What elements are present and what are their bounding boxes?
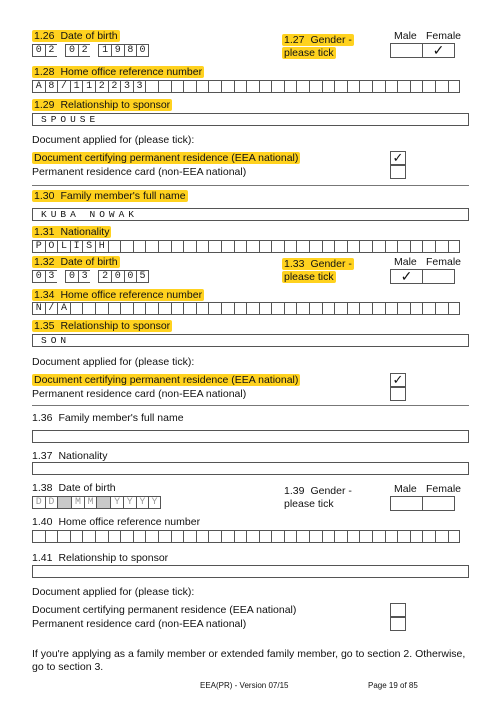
char-cell[interactable] bbox=[397, 530, 410, 543]
name-label-1-30: 1.30 Family member's full name bbox=[34, 190, 186, 202]
char-cell[interactable] bbox=[347, 80, 360, 93]
male-tickbox[interactable]: ✓ bbox=[390, 269, 423, 284]
char-cell[interactable] bbox=[171, 530, 184, 543]
doc-opt1-label-1: Document certifying permanent residence (EEA national) bbox=[34, 152, 299, 164]
char-cell[interactable]: A bbox=[32, 80, 45, 93]
char-cell[interactable] bbox=[120, 240, 133, 253]
nat-label-1-37: 1.37 Nationality bbox=[32, 450, 108, 462]
doc-opt2-tickbox-1[interactable] bbox=[390, 165, 406, 179]
char-cell[interactable] bbox=[448, 80, 461, 93]
char-cell[interactable] bbox=[385, 240, 398, 253]
char-cell[interactable]: 8 bbox=[45, 80, 58, 93]
char-cell[interactable] bbox=[183, 80, 196, 93]
char-cell[interactable] bbox=[183, 302, 196, 315]
char-cell[interactable]: L bbox=[57, 240, 70, 253]
dob-field-1-32[interactable]: 0 3 0 3 2 0 0 5 bbox=[32, 270, 149, 283]
char-cell[interactable] bbox=[208, 80, 221, 93]
char-cell[interactable] bbox=[385, 80, 398, 93]
char-cell[interactable] bbox=[309, 530, 322, 543]
char-cell[interactable] bbox=[435, 530, 448, 543]
char-cell[interactable] bbox=[334, 80, 347, 93]
char-cell[interactable] bbox=[372, 530, 385, 543]
doc-opt2-label-3: Permanent residence card (non-EEA national) bbox=[32, 618, 247, 630]
char-cell[interactable] bbox=[171, 240, 184, 253]
char-cell[interactable] bbox=[82, 530, 95, 543]
char-cell[interactable]: 2 bbox=[95, 80, 108, 93]
rel-field-1-35[interactable]: SON bbox=[32, 334, 469, 347]
char-cell[interactable] bbox=[221, 302, 234, 315]
doc-opt1-label-2: Document certifying permanent residence (EEA national) bbox=[34, 374, 299, 386]
char-cell[interactable] bbox=[372, 80, 385, 93]
char-cell[interactable] bbox=[82, 302, 95, 315]
char-cell[interactable] bbox=[171, 80, 184, 93]
char-cell[interactable] bbox=[70, 302, 83, 315]
char-cell[interactable] bbox=[158, 80, 171, 93]
doc-opt1-tickbox-1[interactable]: ✓ bbox=[390, 151, 406, 165]
char-cell[interactable] bbox=[347, 240, 360, 253]
char-cell[interactable] bbox=[95, 302, 108, 315]
char-cell[interactable] bbox=[145, 80, 158, 93]
name-label-1-36: 1.36 Family member's full name bbox=[32, 412, 184, 424]
doc-heading-1: Document applied for (please tick): bbox=[32, 134, 195, 146]
char-cell[interactable] bbox=[234, 530, 247, 543]
ref-field-1-28[interactable] bbox=[32, 80, 460, 93]
ref-field-1-34[interactable] bbox=[32, 302, 460, 315]
char-cell[interactable] bbox=[271, 302, 284, 315]
ref-field-1-40[interactable] bbox=[32, 530, 460, 543]
char-cell[interactable] bbox=[347, 530, 360, 543]
char-cell[interactable] bbox=[196, 530, 209, 543]
char-cell[interactable] bbox=[208, 530, 221, 543]
char-cell[interactable]: S bbox=[82, 240, 95, 253]
char-cell[interactable] bbox=[196, 240, 209, 253]
ref-label-1-34: 1.34 Home office reference number bbox=[34, 289, 203, 301]
doc-opt2-tickbox-2[interactable] bbox=[390, 387, 406, 401]
char-cell[interactable] bbox=[95, 530, 108, 543]
char-cell[interactable] bbox=[271, 80, 284, 93]
char-cell[interactable] bbox=[410, 530, 423, 543]
char-cell[interactable] bbox=[45, 530, 58, 543]
char-cell[interactable] bbox=[309, 240, 322, 253]
footer-page: Page 19 of 85 bbox=[368, 681, 418, 690]
female-header: Female bbox=[426, 30, 462, 42]
char-cell[interactable] bbox=[410, 80, 423, 93]
char-cell[interactable] bbox=[246, 240, 259, 253]
doc-opt2-label-1: Permanent residence card (non-EEA national) bbox=[32, 166, 247, 178]
char-cell[interactable] bbox=[448, 240, 461, 253]
char-cell[interactable] bbox=[171, 302, 184, 315]
male-tickbox[interactable] bbox=[390, 43, 423, 58]
nat-field-1-37[interactable] bbox=[32, 462, 469, 475]
female-header: Female bbox=[426, 483, 462, 495]
char-cell[interactable] bbox=[334, 530, 347, 543]
rel-field-1-29[interactable]: SPOUSE bbox=[32, 113, 469, 126]
gender-label-1-39: 1.39 Gender - please tick bbox=[284, 485, 352, 510]
char-cell[interactable] bbox=[234, 80, 247, 93]
char-cell[interactable] bbox=[435, 80, 448, 93]
char-cell[interactable] bbox=[145, 240, 158, 253]
char-cell[interactable] bbox=[145, 530, 158, 543]
char-cell[interactable] bbox=[435, 302, 448, 315]
footer-version: EEA(PR) - Version 07/15 bbox=[200, 681, 289, 690]
char-cell[interactable] bbox=[296, 240, 309, 253]
gender-label-1-27: 1.27 Gender - please tick bbox=[284, 34, 352, 59]
dob-label-1-32: 1.32 Date of birth bbox=[34, 256, 118, 268]
char-cell[interactable] bbox=[284, 80, 297, 93]
char-cell[interactable] bbox=[284, 530, 297, 543]
char-cell[interactable]: 3 bbox=[133, 80, 146, 93]
char-cell[interactable] bbox=[435, 240, 448, 253]
dob-field-1-26[interactable]: 0 2 0 2 1 9 8 0 bbox=[32, 44, 149, 57]
char-cell[interactable] bbox=[70, 530, 83, 543]
ref-label-1-28: 1.28 Home office reference number bbox=[34, 66, 203, 78]
char-cell[interactable] bbox=[322, 80, 335, 93]
char-cell[interactable]: N bbox=[32, 302, 45, 315]
male-header: Male bbox=[394, 256, 417, 268]
char-cell[interactable] bbox=[133, 530, 146, 543]
char-cell[interactable] bbox=[259, 80, 272, 93]
char-cell[interactable] bbox=[158, 530, 171, 543]
char-cell[interactable] bbox=[397, 240, 410, 253]
dob-label-1-38: 1.38 Date of birth bbox=[32, 482, 116, 494]
char-cell[interactable] bbox=[359, 240, 372, 253]
char-cell[interactable] bbox=[145, 302, 158, 315]
char-cell[interactable] bbox=[309, 302, 322, 315]
char-cell[interactable] bbox=[422, 302, 435, 315]
char-cell[interactable] bbox=[120, 302, 133, 315]
char-cell[interactable] bbox=[57, 530, 70, 543]
char-cell[interactable] bbox=[309, 80, 322, 93]
char-cell[interactable] bbox=[183, 240, 196, 253]
char-cell[interactable] bbox=[271, 240, 284, 253]
char-cell[interactable] bbox=[448, 302, 461, 315]
char-cell[interactable] bbox=[359, 302, 372, 315]
doc-opt1-label-3: Document certifying permanent residence (EEA national) bbox=[32, 604, 297, 616]
char-cell[interactable] bbox=[196, 80, 209, 93]
char-cell[interactable] bbox=[448, 530, 461, 543]
char-cell[interactable] bbox=[322, 530, 335, 543]
char-cell[interactable] bbox=[284, 240, 297, 253]
char-cell[interactable] bbox=[385, 302, 398, 315]
doc-opt1-tickbox-3[interactable] bbox=[390, 603, 406, 617]
char-cell[interactable]: P bbox=[32, 240, 45, 253]
rel-label-1-29: 1.29 Relationship to sponsor bbox=[34, 99, 171, 111]
char-cell[interactable] bbox=[221, 80, 234, 93]
male-header: Male bbox=[394, 483, 417, 495]
char-cell[interactable]: / bbox=[57, 80, 70, 93]
char-cell[interactable] bbox=[359, 80, 372, 93]
char-cell[interactable]: / bbox=[45, 302, 58, 315]
char-cell[interactable] bbox=[108, 530, 121, 543]
rel-label-1-41: 1.41 Relationship to sponsor bbox=[32, 552, 169, 564]
char-cell[interactable]: 2 bbox=[108, 80, 121, 93]
char-cell[interactable] bbox=[422, 240, 435, 253]
char-cell[interactable] bbox=[296, 530, 309, 543]
char-cell[interactable] bbox=[158, 240, 171, 253]
male-tickbox[interactable] bbox=[390, 496, 423, 511]
char-cell[interactable]: H bbox=[95, 240, 108, 253]
char-cell[interactable] bbox=[359, 530, 372, 543]
char-cell[interactable] bbox=[133, 302, 146, 315]
char-cell[interactable] bbox=[158, 302, 171, 315]
char-cell[interactable] bbox=[259, 530, 272, 543]
char-cell[interactable] bbox=[208, 302, 221, 315]
char-cell[interactable] bbox=[422, 80, 435, 93]
char-cell[interactable] bbox=[246, 302, 259, 315]
char-cell[interactable]: 3 bbox=[120, 80, 133, 93]
female-tickbox[interactable] bbox=[422, 496, 455, 511]
ref-label-1-40: 1.40 Home office reference number bbox=[32, 516, 201, 528]
char-cell[interactable] bbox=[410, 302, 423, 315]
char-cell[interactable] bbox=[246, 530, 259, 543]
char-cell[interactable] bbox=[246, 80, 259, 93]
char-cell[interactable] bbox=[259, 240, 272, 253]
char-cell[interactable] bbox=[133, 240, 146, 253]
char-cell[interactable] bbox=[410, 240, 423, 253]
char-cell[interactable]: I bbox=[70, 240, 83, 253]
char-cell[interactable] bbox=[259, 302, 272, 315]
female-tickbox[interactable]: ✓ bbox=[422, 43, 455, 58]
dob-label-1-26: 1.26 Date of birth bbox=[34, 30, 118, 42]
char-cell[interactable] bbox=[422, 530, 435, 543]
instruction-note: If you're applying as a family member or extended family member, go to section 2. Otherwise, go to section 3. bbox=[32, 648, 466, 673]
char-cell[interactable] bbox=[334, 302, 347, 315]
char-cell[interactable] bbox=[385, 530, 398, 543]
char-cell[interactable] bbox=[347, 302, 360, 315]
name-field-1-36[interactable] bbox=[32, 430, 469, 443]
char-cell[interactable] bbox=[322, 302, 335, 315]
char-cell[interactable] bbox=[284, 302, 297, 315]
char-cell[interactable] bbox=[221, 530, 234, 543]
doc-opt1-tickbox-2[interactable]: ✓ bbox=[390, 373, 406, 387]
nat-field-1-31[interactable] bbox=[32, 240, 460, 253]
char-cell[interactable] bbox=[221, 240, 234, 253]
rel-field-1-41[interactable] bbox=[32, 565, 469, 578]
char-cell[interactable] bbox=[32, 530, 45, 543]
divider bbox=[32, 185, 469, 186]
nat-label-1-31: 1.31 Nationality bbox=[34, 226, 110, 238]
char-cell[interactable] bbox=[234, 302, 247, 315]
doc-opt2-tickbox-3[interactable] bbox=[390, 617, 406, 631]
female-tickbox[interactable] bbox=[422, 269, 455, 284]
char-cell[interactable]: 1 bbox=[70, 80, 83, 93]
char-cell[interactable] bbox=[108, 302, 121, 315]
char-cell[interactable] bbox=[108, 240, 121, 253]
char-cell[interactable]: A bbox=[57, 302, 70, 315]
char-cell[interactable] bbox=[397, 302, 410, 315]
char-cell[interactable] bbox=[271, 530, 284, 543]
divider bbox=[32, 405, 469, 406]
char-cell[interactable] bbox=[334, 240, 347, 253]
char-cell[interactable] bbox=[296, 302, 309, 315]
char-cell[interactable] bbox=[208, 240, 221, 253]
female-header: Female bbox=[426, 256, 462, 268]
char-cell[interactable] bbox=[183, 530, 196, 543]
gender-label-1-33: 1.33 Gender - please tick bbox=[284, 258, 352, 283]
char-cell[interactable] bbox=[372, 302, 385, 315]
doc-heading-2: Document applied for (please tick): bbox=[32, 356, 195, 368]
char-cell[interactable] bbox=[196, 302, 209, 315]
char-cell[interactable] bbox=[397, 80, 410, 93]
name-field-1-30[interactable]: KUBA NOWAK bbox=[32, 208, 469, 221]
char-cell[interactable]: 1 bbox=[82, 80, 95, 93]
doc-opt2-label-2: Permanent residence card (non-EEA national) bbox=[32, 388, 247, 400]
char-cell[interactable] bbox=[234, 240, 247, 253]
char-cell[interactable] bbox=[120, 530, 133, 543]
rel-label-1-35: 1.35 Relationship to sponsor bbox=[34, 320, 171, 332]
char-cell[interactable] bbox=[372, 240, 385, 253]
char-cell[interactable] bbox=[296, 80, 309, 93]
male-header: Male bbox=[394, 30, 417, 42]
dob-field-1-38[interactable]: D D M M Y Y Y Y bbox=[32, 496, 161, 509]
char-cell[interactable]: O bbox=[45, 240, 58, 253]
doc-heading-3: Document applied for (please tick): bbox=[32, 586, 195, 598]
char-cell[interactable] bbox=[322, 240, 335, 253]
